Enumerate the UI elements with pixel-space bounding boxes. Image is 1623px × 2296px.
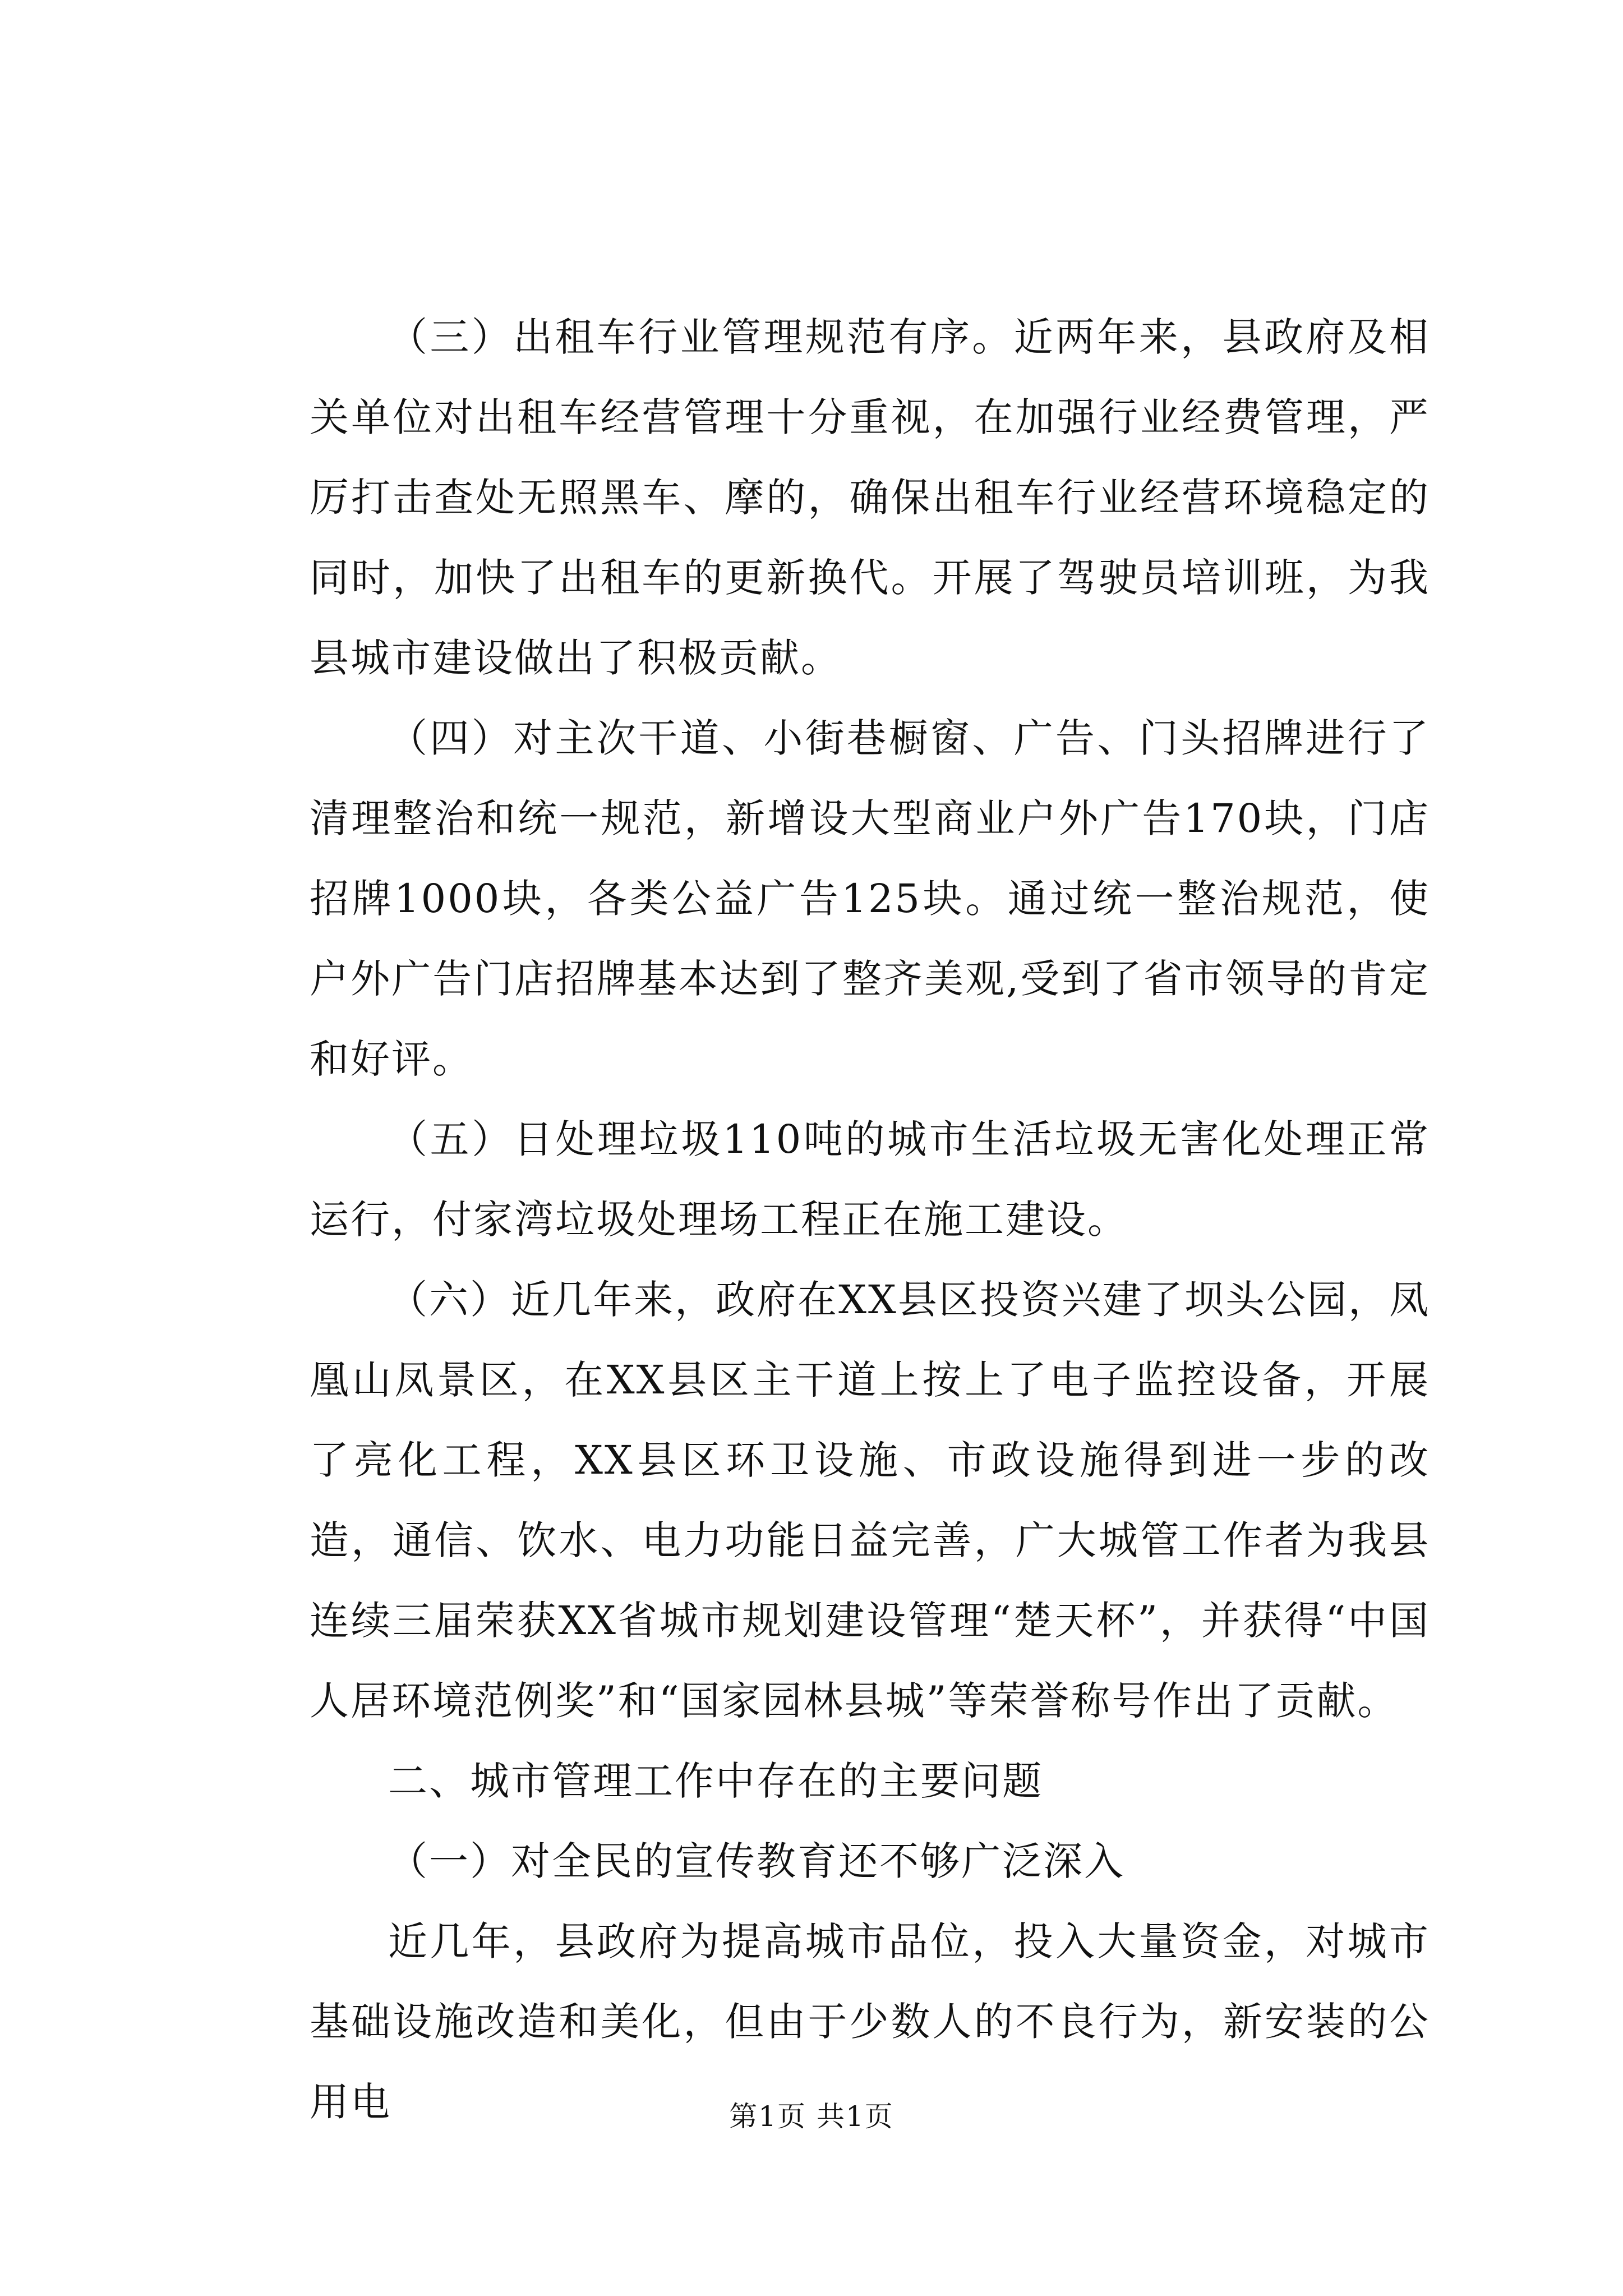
paragraph-section-5-waste: （五）日处理垃圾110吨的城市生活垃圾无害化处理正常运行，付家湾垃圾处理场工程正在施工建设。	[310, 1116, 1430, 1243]
paragraph-section-3-taxi: （三）出租车行业管理规范有序。近两年来，县政府及相关单位对出租车经营管理十分重视，在加强行业经费管理，严厉打击查处无照黑车、摩的，确保出租车行业经营环境稳定的同时，加快了出租车的更新换代。开展了驾驶员培训班，为我县城市建设做出了积极贡献。	[310, 314, 1430, 681]
subheading-publicity-education: （一）对全民的宣传教育还不够广泛深入	[388, 1838, 1125, 1884]
document-body	[310, 297, 1430, 2142]
heading-main-problems: 二、城市管理工作中存在的主要问题	[388, 1758, 1043, 1804]
paragraph-recent-years: 近几年，县政府为提高城市品位，投入大量资金，对城市基础设施改造和美化，但由于少数人的不良行为，新安装的公用电	[310, 1918, 1430, 2125]
paragraph-section-6-investment: （六）近几年来，政府在XX县区投资兴建了坝头公园，凤凰山凤景区，在XX县区主干道上按上了电子监控设备，开展了亮化工程，XX县区环卫设施、市政设施得到进一步的改造，通信、饮水、电力功能日益完善，广大城管工作者为我县连续三届荣获XX省城市规划建设管理“楚天杯”，并获得“中国人居环境范例奖”和“国家园林县城”等荣誉称号作出了贡献。	[310, 1277, 1430, 1724]
paragraph-section-4-signage: （四）对主次干道、小街巷橱窗、广告、门头招牌进行了清理整治和统一规范，新增设大型商业户外广告170块，门店招牌1000块，各类公益广告125块。通过统一整治规范，使户外广告门店招牌基本达到了整齐美观,受到了省市领导的肯定和好评。	[310, 715, 1430, 1082]
page-number-footer: 第1页 共1页	[729, 2100, 894, 2133]
